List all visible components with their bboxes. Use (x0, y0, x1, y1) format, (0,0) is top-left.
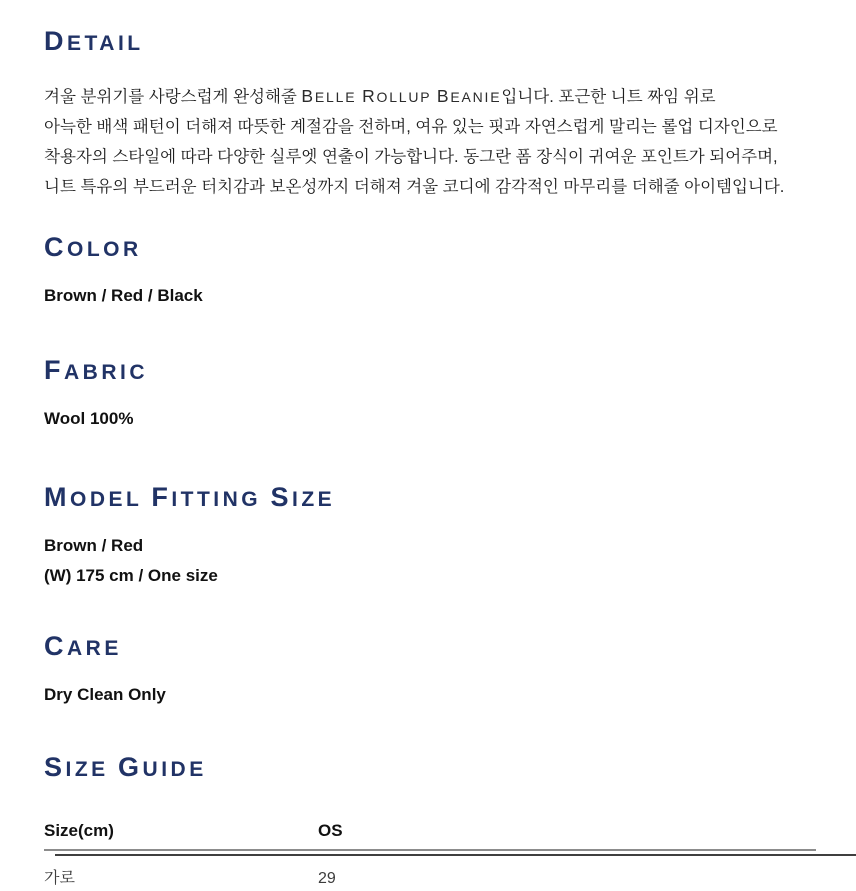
table-row (44, 867, 816, 891)
section-detail (44, 26, 816, 202)
section-model-fitting-size (44, 482, 816, 591)
size-table-divider (44, 849, 816, 851)
section-color (44, 232, 816, 311)
size-row-value: 29 (318, 870, 336, 887)
color-value: Brown / Red / Black (44, 286, 203, 305)
size-guide-heading: SIZE GUIDE (44, 752, 207, 782)
section-care (44, 631, 816, 710)
care-heading: CARE (44, 631, 122, 661)
model-fitting-size-values (44, 531, 816, 591)
detail-line3: 착용자의 스타일에 따라 다양한 실루엣 연출이 가능합니다. 동그란 폼 장식이 귀여운 포인트가 되어주며, (44, 148, 778, 166)
brand-name: BELLE ROLLUP BEANIE (301, 86, 502, 106)
detail-description (44, 81, 816, 202)
size-table-header-row (44, 819, 816, 843)
detail-line4: 니트 특유의 부드러운 터치감과 보온성까지 더해져 겨울 코디에 감각적인 마무리를 더해줄 아이템입니다. (44, 178, 785, 196)
model-colors-line: Brown / Red (44, 536, 144, 555)
care-value: Dry Clean Only (44, 685, 166, 704)
size-table-col-label: Size(cm) (44, 821, 114, 840)
section-fabric (44, 355, 816, 434)
fabric-value: Wool 100% (44, 409, 134, 428)
cropped-bottom-divider (55, 854, 856, 857)
detail-line1-pre: 겨울 분위기를 사랑스럽게 완성해줄 (44, 88, 302, 106)
detail-line1-post: 입니다. 포근한 니트 짜임 위로 (501, 88, 716, 106)
detail-line2: 아늑한 배색 패턴이 더해져 따뜻한 계절감을 전하며, 여유 있는 핏과 자연스럽게 말리는 롤업 디자인으로 (44, 118, 778, 136)
size-row-label: 가로 (44, 870, 75, 887)
section-size-guide (44, 752, 816, 891)
fabric-heading: FABRIC (44, 355, 148, 385)
color-heading: COLOR (44, 232, 142, 262)
model-fitting-size-heading: MODEL FITTING SIZE (44, 482, 336, 512)
size-table-col-os: OS (318, 821, 343, 840)
detail-heading: DETAIL (44, 26, 144, 56)
model-measurement-line: (W) 175 cm / One size (44, 566, 218, 585)
